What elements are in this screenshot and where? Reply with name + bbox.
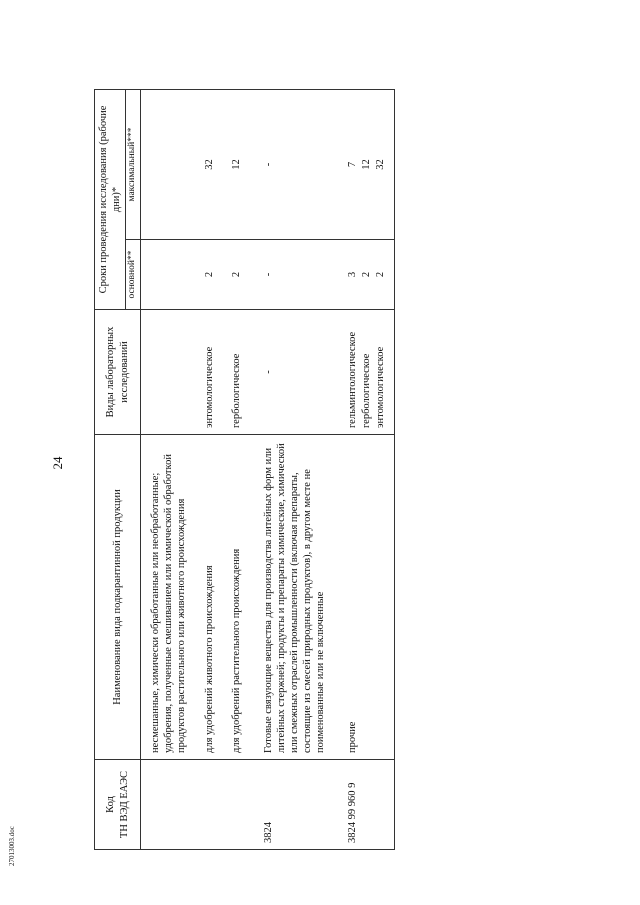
code-cell: 3824 — [250, 760, 335, 850]
document-reference: 2701300З.doc — [8, 826, 16, 866]
main-term-cell — [334, 240, 394, 310]
main-term-cell: 2 — [196, 240, 223, 310]
table-row — [196, 89, 223, 849]
main-term-cell — [141, 240, 196, 310]
max-term-cell — [141, 89, 196, 239]
rotated-table-page — [94, 90, 614, 850]
main-term: 2 — [374, 271, 386, 278]
max-term-cell: - — [250, 89, 335, 239]
quarantine-products-table — [94, 89, 395, 850]
table-row — [223, 89, 250, 849]
research-type-cell: - — [250, 310, 335, 435]
header-name: Наименование вида подкарантинной продукции — [95, 435, 141, 760]
header-research-terms: Сроки проведения исследования (рабочие дни)* — [95, 89, 126, 309]
code-cell — [141, 760, 196, 850]
main-term-cell: 2 — [223, 240, 250, 310]
max-term: 12 — [361, 159, 373, 170]
product-name-cell: прочие — [334, 435, 394, 760]
research-type: энтомологическое — [374, 346, 386, 428]
table-row — [141, 89, 196, 849]
max-term-cell — [334, 89, 394, 239]
product-name-cell: для удобрений растительного происхождения — [223, 435, 250, 760]
research-type-cell — [141, 310, 196, 435]
table-row — [250, 89, 335, 849]
product-name-cell: Готовые связующие вещества для производства литейных форм или литейных стержней; продукты и препараты химические, химической или смежных отраслей промышленности (включая препараты, состоящие из смесей природных продуктов), в другом месте не поименованные или не включенные — [250, 435, 335, 760]
code-cell: 3824 99 960 9 — [334, 760, 394, 850]
header-main-term: основной** — [126, 240, 141, 310]
max-term-cell: 32 — [196, 89, 223, 239]
code-cell — [223, 760, 250, 850]
header-research-types: Виды лабораторных исследований — [95, 310, 141, 435]
code-cell — [196, 760, 223, 850]
product-name-cell: несмешанные, химически обработанные или необработанные; удобрения, полученные смешиванием или химической обработкой продуктов растительного или животного происхождения — [141, 435, 196, 760]
main-term-cell: - — [250, 240, 335, 310]
table-row — [334, 89, 394, 849]
research-type-cell — [334, 310, 394, 435]
max-term: 32 — [374, 159, 386, 170]
research-type: гербологическое — [361, 353, 373, 428]
header-max-term: максимальный*** — [126, 89, 141, 239]
max-term-cell: 12 — [223, 89, 250, 239]
header-code: Код ТН ВЭД ЕАЭС — [95, 760, 141, 850]
main-term: 2 — [361, 271, 373, 278]
max-term: 7 — [347, 161, 359, 168]
research-type-cell: гербологическое — [223, 310, 250, 435]
research-type: гельминтологическое — [347, 331, 359, 428]
main-term: 3 — [347, 271, 359, 278]
research-type-cell: энтомологическое — [196, 310, 223, 435]
page-number: 24 — [50, 456, 65, 470]
product-name-cell: для удобрений животного происхождения — [196, 435, 223, 760]
